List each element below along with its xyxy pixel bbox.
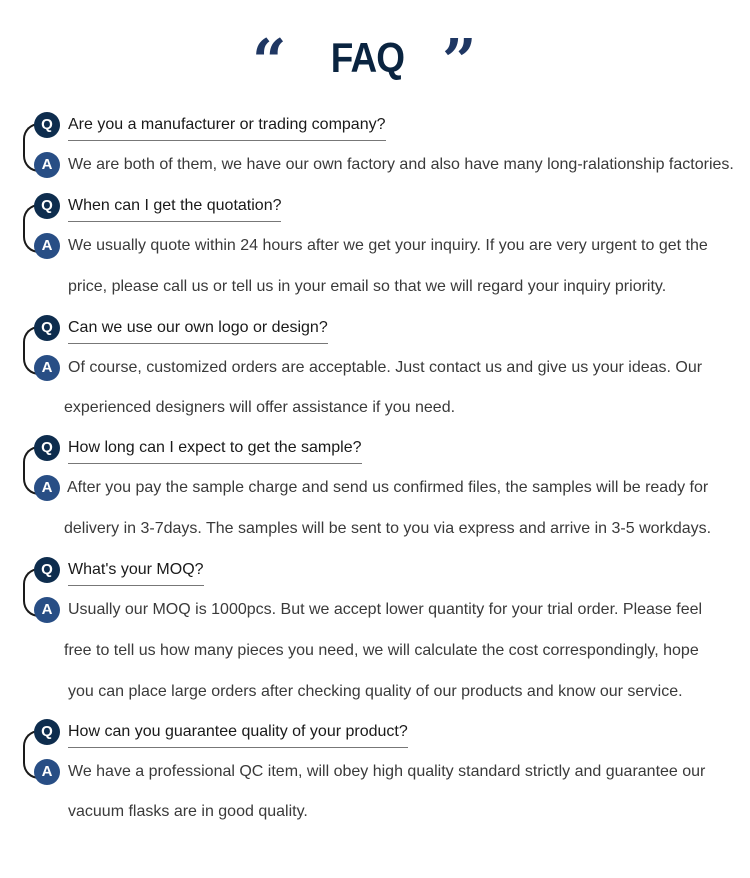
- question-text: How long can I expect to get the sample?: [68, 435, 362, 464]
- answer-badge: A: [34, 475, 60, 501]
- answer-badge: A: [34, 759, 60, 785]
- open-quote-icon: “: [252, 27, 287, 97]
- question-badge: Q: [34, 315, 60, 341]
- question-badge: Q: [34, 112, 60, 138]
- answer-text: free to tell us how many pieces you need, we will calculate the cost correspondingly, hope: [64, 642, 699, 659]
- question-badge: Q: [34, 193, 60, 219]
- answer-text: We have a professional QC item, will obey high quality standard strictly and guarantee our: [68, 763, 706, 780]
- answer-badge: A: [34, 233, 60, 259]
- close-quote-icon: ”: [442, 27, 477, 97]
- question-text: What's your MOQ?: [68, 557, 204, 586]
- answer-text: you can place large orders after checking quality of our products and know our service.: [68, 683, 683, 700]
- question-badge: Q: [34, 557, 60, 583]
- question-text: How can you guarantee quality of your product?: [68, 719, 408, 748]
- answer-text: experienced designers will offer assistance if you need.: [64, 399, 456, 416]
- answer-badge: A: [34, 152, 60, 178]
- answer-text: After you pay the sample charge and send us confirmed files, the samples will be ready for: [67, 479, 709, 496]
- answer-text: We are both of them, we have our own factory and also have many long-ralationship factories.: [68, 156, 734, 173]
- answer-text: delivery in 3-7days. The samples will be sent to you via express and arrive in 3-5 workdays.: [64, 520, 712, 537]
- answer-text: We usually quote within 24 hours after we get your inquiry. If you are very urgent to get the: [68, 237, 708, 254]
- question-text: When can I get the quotation?: [68, 193, 281, 222]
- answer-text: Usually our MOQ is 1000pcs. But we accept lower quantity for your trial order. Please feel: [68, 601, 703, 618]
- page-title: FAQ: [330, 34, 405, 81]
- question-badge: Q: [34, 435, 60, 461]
- question-text: Can we use our own logo or design?: [68, 315, 328, 344]
- answer-text: Of course, customized orders are acceptable. Just contact us and give us your ideas. Our: [68, 359, 703, 376]
- answer-text: vacuum flasks are in good quality.: [68, 803, 308, 820]
- question-text: Are you a manufacturer or trading company?: [68, 112, 386, 141]
- answer-badge: A: [34, 597, 60, 623]
- answer-text: price, please call us or tell us in your email so that we will regard your inquiry priority.: [68, 278, 667, 295]
- faq-header: [0, 27, 750, 97]
- answer-badge: A: [34, 355, 60, 381]
- question-badge: Q: [34, 719, 60, 745]
